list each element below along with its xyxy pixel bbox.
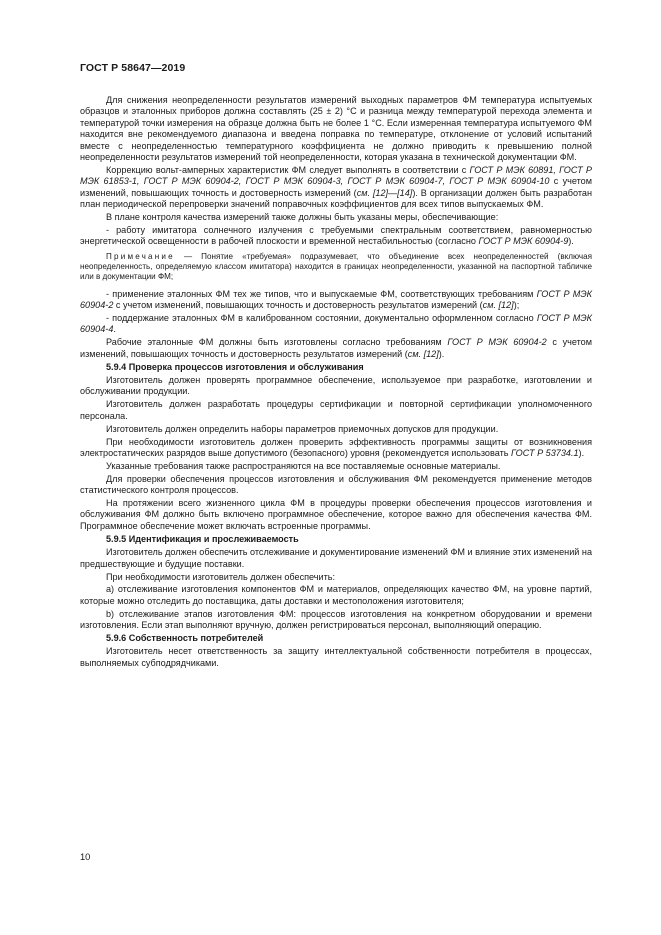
paragraph-requirements: При необходимости изготовитель должен обеспечить: (106, 571, 336, 582)
paragraph-software-check: Изготовитель должен проверять программное обеспечение, используемое при разработке, изготовлении и обслуживании продукции. (80, 375, 592, 397)
list-item-calibration: - поддержание эталонных ФМ в калиброванном состоянии, документально оформленном согласно ГОСТ Р МЭК 60904-4. (80, 312, 592, 335)
paragraph-customer-property: Изготовитель несет ответственность за защиту интеллектуальной собственности потребителя в процессах, выполняемых субподрядчиками. (80, 646, 592, 668)
paragraph-tolerances: Изготовитель должен определить наборы параметров приемочных допусков для продукции. (106, 423, 499, 434)
list-item-b: b) отслеживание этапов изготовления ФМ: процессов изготовления на конкретном оборудовании и времени изготовления. Если этап выполняют вручную, должен регистрироваться персонал, выполняющий операцию. (80, 608, 592, 631)
standard-header: ГОСТ Р 58647—2019 (80, 62, 186, 74)
section-heading-5-9-6: 5.9.6 Собственность потребителей (106, 633, 264, 644)
paragraph-iv-correction: Коррекцию вольт-амперных характеристик ФМ следует выполнять в соответствии с ГОСТ Р МЭК 60891, ГОСТ Р МЭК 61853-1, ГОСТ Р МЭК 60904-2, ГОСТ Р МЭК 60904-3, ГОСТ Р МЭК 60904-7, ГОСТ Р МЭК 60904-10 с учетом изменений, повышающих точность и достоверность измерений (см. [12]—[14]). В организации должен быть разработан план периодической перепроверки значений поправочных коэффициентов для всех типов выпускаемых ФМ. (80, 164, 593, 210)
list-item-reference-modules: - применение эталонных ФМ тех же типов, что и выпускаемые ФМ, соответствующих требованиям ГОСТ Р МЭК 60904-2 с учетом изменений, повышающих точность и достоверность результатов измерений (см. [12]); (80, 288, 592, 311)
document-body (80, 95, 592, 671)
note-label: Примечание (106, 251, 175, 261)
page-number: 10 (80, 852, 91, 862)
paragraph-quality-plan: В плане контроля качества измерений также должны быть указаны меры, обеспечивающие: (106, 212, 499, 223)
list-item-a: а) отслеживание изготовления компонентов ФМ и материалов, определяющих качество ФМ, на уровне партий, которые можно отследить до поставщика, даты доставки и местоположения изготовителя; (80, 584, 592, 606)
paragraph-certification: Изготовитель должен разработать процедуры сертификации и повторной сертификации уполномоченного персонала. (80, 399, 592, 421)
paragraph-materials: Указанные требования также распространяются на все поставляемые основные материалы. (106, 460, 501, 471)
paragraph-temperature: Для снижения неопределенности результатов измерений выходных параметров ФМ температура испытуемых образцов и эталонных приборов должна составлять (25 ± 2) °С и разница между температурой перехода элемента и температурой точки измерения на образце должна быть не более 1 °С. Если измеренная температура испытуемого ФМ находится вне рекомендуемого диапазона и введена поправка по температуре, отклонение от условий испытаний вместе с неопределенностью температурного коэффициента не должно приводить к превышению полной неопределенности результатов измерений той неопределенности, которая указана в технической документации ФМ. (80, 95, 592, 163)
paragraph-statistics: Для проверки обеспечения процессов изготовления и обслуживания ФМ рекомендуется применение методов статистического контроля процессов. (80, 473, 592, 496)
section-heading-5-9-5: 5.9.5 Идентификация и прослеживаемость (106, 533, 299, 544)
paragraph-change-tracking: Изготовитель должен обеспечить отслеживание и документирование изменений ФМ и влияние этих изменений на предшествующие и будущие поставки. (80, 547, 592, 569)
note-text: — Понятие «требуемая» подразумевает, что объединение всех неопределенностей (включая неопределенность, определяемую классом имитатора) находится в границах неопределенности, указанной на паспортной табличке или в документации ФМ; (80, 251, 592, 282)
section-heading-5-9-4: 5.9.4 Проверка процессов изготовления и обслуживания (106, 361, 364, 372)
paragraph-working-references: Рабочие эталонные ФМ должны быть изготовлены согласно требованиям ГОСТ Р МЭК 60904-2 с учетом изменений, повышающих точность и достоверность результатов измерений (см. [12]). (80, 337, 592, 359)
paragraph-esd: При необходимости изготовитель должен проверить эффективность программы защиты от возникновения электростатических разрядов выше допустимого (безопасного) уровня (рекомендуется использовать ГОСТ Р 53734.1). (80, 436, 592, 458)
list-item-simulator: - работу имитатора солнечного излучения с требуемыми спектральным соответствием, равномерностью энергетической освещенности в рабочей плоскости и временной нестабильностью (согласно ГОСТ Р МЭК 60904-9). (80, 224, 592, 247)
note (80, 252, 592, 283)
paragraph-lifecycle: На протяжении всего жизненного цикла ФМ в процедуры проверки обеспечения процессов изготовления и обслуживания ФМ должно быть включено программное обеспечение, которое важно для обеспечения качества ФМ. Программное обеспечение может включать встроенные программы. (80, 498, 592, 531)
